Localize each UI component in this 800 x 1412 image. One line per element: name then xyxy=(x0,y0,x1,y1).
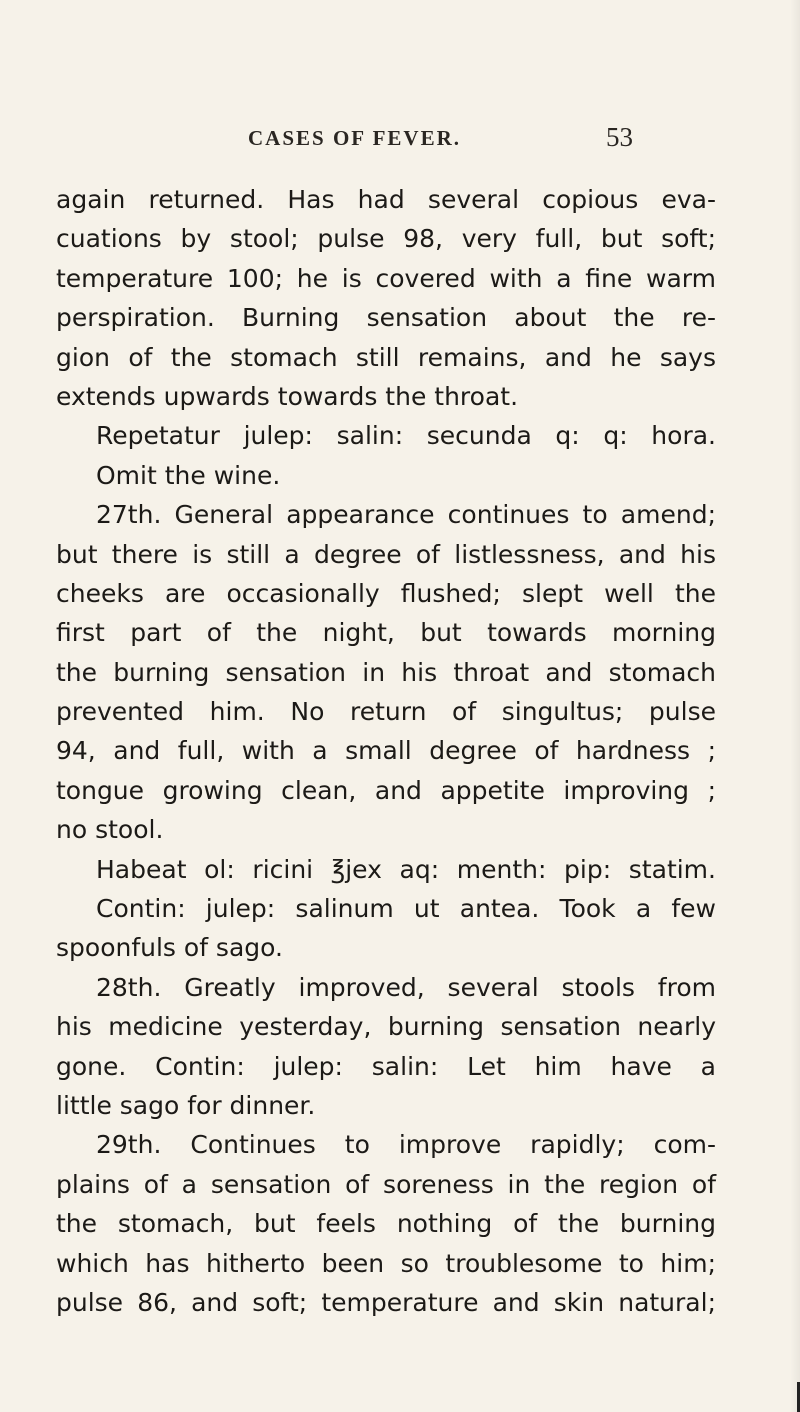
prescription-line: Omit the wine. xyxy=(96,460,281,490)
text-line: gone. Contin: julep: salin: Let him have a xyxy=(56,1051,716,1081)
entry-line-28th: 28th. Greatly improved, several stools from xyxy=(96,972,716,1002)
body-text xyxy=(56,180,716,1322)
text-line: plains of a sensation of soreness in the region of xyxy=(56,1169,716,1199)
page-edge-shadow xyxy=(790,0,800,1412)
text-line: the stomach, but feels nothing of the burning xyxy=(56,1209,716,1239)
text-line: temperature 100; he is covered with a fine warm xyxy=(56,263,716,293)
prescription-line: Habeat ol: ricini ℥jex aq: menth: pip: statim. xyxy=(96,854,716,884)
running-title: CASES OF FEVER. xyxy=(248,126,462,150)
page-number: 53 xyxy=(606,122,633,152)
text-line: little sago for dinner. xyxy=(56,1090,316,1120)
entry-line-27th: 27th. General appearance continues to amend; xyxy=(96,500,716,530)
text-line: cuations by stool; pulse 98, very full, but soft; xyxy=(56,224,716,254)
text-line: extends upwards towards the throat. xyxy=(56,381,519,411)
text-line: pulse 86, and soft; temperature and skin natural; xyxy=(56,1287,716,1317)
text-line: prevented him. No return of singultus; pulse xyxy=(56,697,716,727)
text-line: perspiration. Burning sensation about the re- xyxy=(56,303,716,333)
text-line: cheeks are occasionally flushed; slept well the xyxy=(56,578,716,608)
text-line: no stool. xyxy=(56,815,164,845)
text-line: spoonfuls of sago. xyxy=(56,933,283,963)
text-line: again returned. Has had several copious eva- xyxy=(56,185,716,214)
entry-line-29th: 29th. Continues to improve rapidly; com- xyxy=(96,1130,716,1160)
text-line: tongue growing clean, and appetite improving ; xyxy=(56,775,716,805)
text-line: his medicine yesterday, burning sensation nearly xyxy=(56,1012,716,1042)
text-line: the burning sensation in his throat and stomach xyxy=(56,657,716,687)
prescription-line: Contin: julep: salinum ut antea. Took a few xyxy=(96,894,716,924)
text-line: which has hitherto been so troublesome to him; xyxy=(56,1248,716,1278)
prescription-line: Repetatur julep: salin: secunda q: q: hora. xyxy=(96,421,716,451)
text-line: gion of the stomach still remains, and he says xyxy=(56,342,716,372)
page-header xyxy=(0,122,800,166)
text-line: first part of the night, but towards morning xyxy=(56,618,716,648)
text-line: but there is still a degree of listlessness, and his xyxy=(56,539,716,569)
text-line: 94, and full, with a small degree of hardness ; xyxy=(56,736,716,766)
